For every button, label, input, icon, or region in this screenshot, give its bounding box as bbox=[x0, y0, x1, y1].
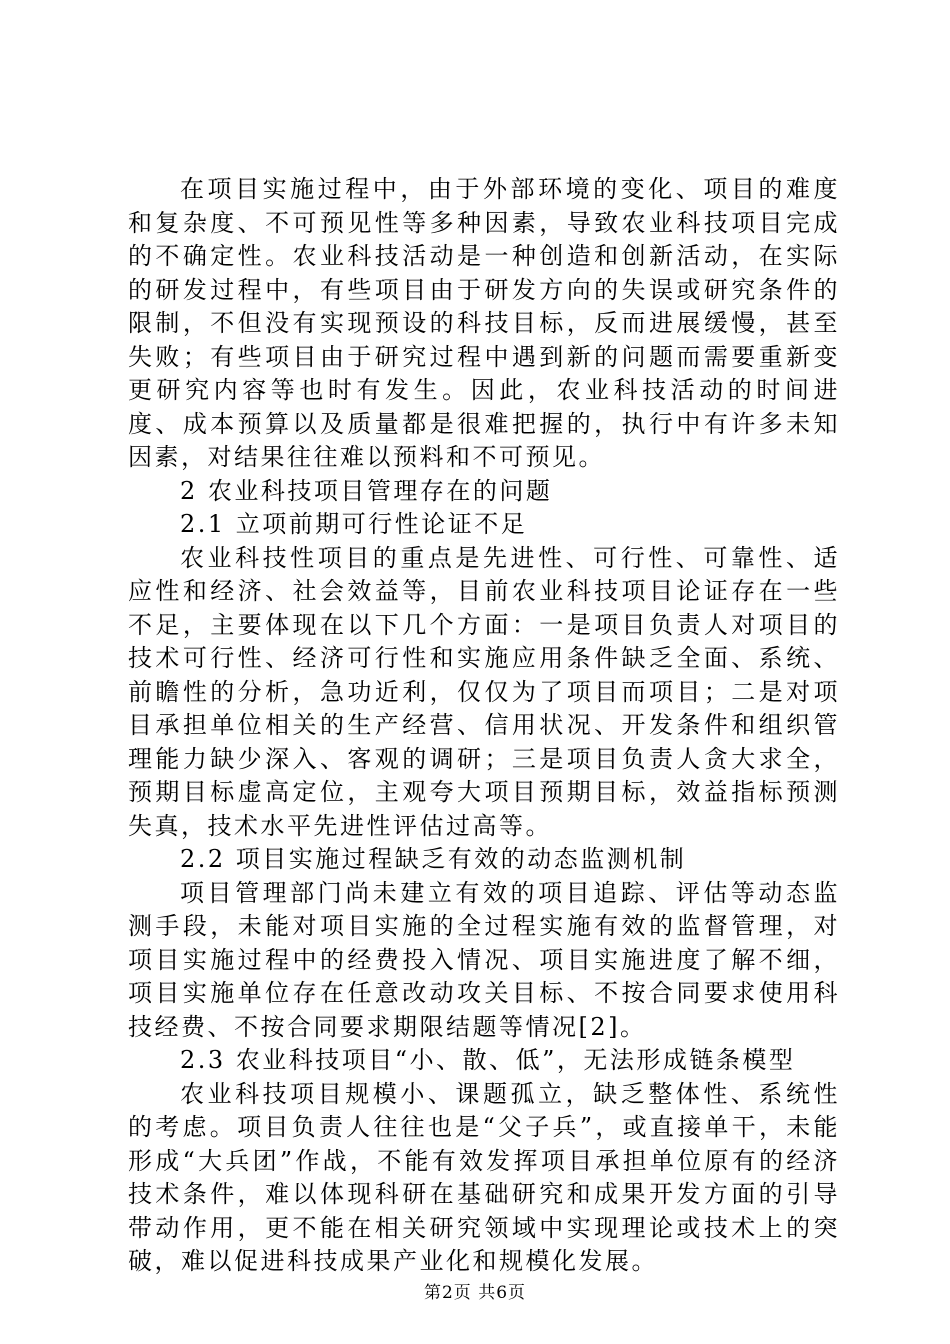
paragraph-uncertainty: 在项目实施过程中，由于外部环境的变化、项目的难度和复杂度、不可预见性等多种因素，导致农业科技项目完成的不确定性。农业科技活动是一种创造和创新活动，在实际的研发过程中，有些项目由于研发方向的失误或研究条件的限制，不但没有实现预设的科技目标，反而进展缓慢，甚至失败；有些项目由于研究过程中遇到新的问题而需要重新变更研究内容等也时有发生。因此，农业科技活动的时间进度、成本预算以及质量都是很难把握的，执行中有许多未知因素，对结果往往难以预料和不可预见。 bbox=[128, 175, 840, 471]
subsection-heading-2-2: 2.2 项目实施过程缺乏有效的动态监测机制 bbox=[180, 845, 687, 873]
paragraph-small-scale: 农业科技项目规模小、课题孤立，缺乏整体性、系统性的考虑。项目负责人往往也是“父子兵”，或直接单干，未能形成“大兵团”作战，不能有效发挥项目承担单位原有的经济技术条件，难以体现科研在基础研究和成果开发方面的引导带动作用，更不能在相关研究领域中实现理论或技术上的突破，难以促进科技成果产业化和规模化发展。 bbox=[128, 1079, 840, 1275]
subsection-heading-2-3: 2.3 农业科技项目“小、散、低”，无法形成链条模型 bbox=[180, 1046, 796, 1074]
document-body bbox=[128, 173, 840, 1279]
page-number-footer: 第2页 共6页 bbox=[423, 1283, 527, 1303]
paragraph-feasibility: 农业科技性项目的重点是先进性、可行性、可靠性、适应性和经济、社会效益等，目前农业科技项目论证存在一些不足，主要体现在以下几个方面：一是项目负责人对项目的技术可行性、经济可行性和实施应用条件缺乏全面、系统、前瞻性的分析，急功近利，仅仅为了项目而项目；二是对项目承担单位相关的生产经营、信用状况、开发条件和组织管理能力缺少深入、客观的调研；三是项目负责人贪大求全，预期目标虚高定位，主观夸大项目预期目标，效益指标预测失真，技术水平先进性评估过高等。 bbox=[128, 543, 840, 840]
section-heading-2: 2 农业科技项目管理存在的问题 bbox=[180, 476, 553, 505]
paragraph-monitoring: 项目管理部门尚未建立有效的项目追踪、评估等动态监测手段，未能对项目实施的全过程实施有效的监督管理，对项目实施过程中的经费投入情况、项目实施进度了解不细，项目实施单位存在任意改动攻关目标、不按合同要求使用科技经费、不按合同要求期限结题等情况[2]。 bbox=[128, 878, 840, 1041]
subsection-heading-2-1: 2.1 立项前期可行性论证不足 bbox=[180, 510, 528, 538]
